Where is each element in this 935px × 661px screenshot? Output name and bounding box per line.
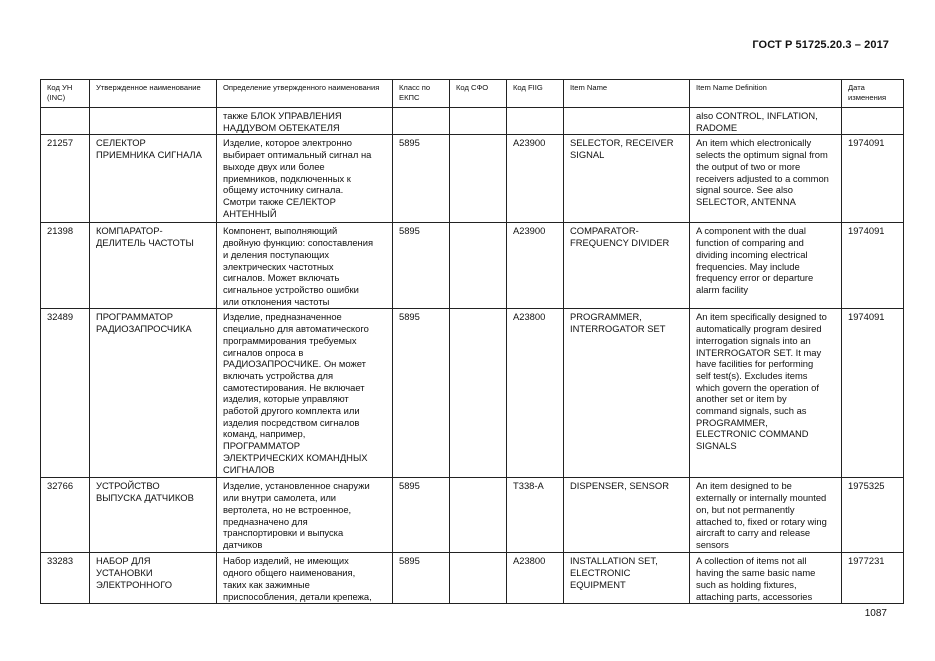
cell-definition: Изделие, которое электронно выбирает оптимальный сигнал на выходе двух или более приемников, подключенных к общему источнику сигнала. Смотри также СЕЛЕКТОР АНТЕННЫЙ xyxy=(217,135,393,223)
cell-inc: 32766 xyxy=(41,478,90,553)
cell-fiig: A23800 xyxy=(507,553,564,604)
col-header-definition: Определение утвержденного наименования xyxy=(217,80,393,108)
col-header-sfo: Код СФО xyxy=(450,80,507,108)
cell-item-definition: A collection of items not all having the same basic name such as holding fixtures, attaching parts, accessories xyxy=(690,553,842,604)
table-header-row xyxy=(41,80,904,108)
cell-name: ПРОГРАММАТОР РАДИОЗАПРОСЧИКА xyxy=(90,309,217,478)
col-header-inc: Код УН (INC) xyxy=(41,80,90,108)
cell-item-name: COMPARATOR- FREQUENCY DIVIDER xyxy=(564,223,690,309)
cell-item-definition: A component with the dual function of comparing and dividing incoming electrical frequencies. May include frequency error or departure alarm facility xyxy=(690,223,842,309)
col-header-date: Дата изменения xyxy=(842,80,904,108)
cell-definition: Компонент, выполняющий двойную функцию: сопоставления и деления поступающих электрических частотных сигналов. Может включать сигнальное устройство ошибки или отклонения частоты xyxy=(217,223,393,309)
cell-item-name: PROGRAMMER, INTERROGATOR SET xyxy=(564,309,690,478)
cell-sfo xyxy=(450,553,507,604)
cell-item-definition: An item specifically designed to automatically program desired interrogation signals into an INTERROGATOR SET. It may have facilities for performing self test(s). Excludes items which govern the operation of another set or item by command signals, such as PROGRAMMER, ELECTRONIC COMMAND SIGNALS xyxy=(690,309,842,478)
cell-item-definition: also CONTROL, INFLATION, RADOME xyxy=(690,108,842,135)
cell-definition: Изделие, установленное снаружи или внутри самолета, или вертолета, но не встроенное, предназначено для транспортировки и выпуска датчиков xyxy=(217,478,393,553)
cell-inc: 33283 xyxy=(41,553,90,604)
table-row xyxy=(41,108,904,135)
cell-sfo xyxy=(450,478,507,553)
cell-item-name: DISPENSER, SENSOR xyxy=(564,478,690,553)
cell-sfo xyxy=(450,223,507,309)
document-standard-header: ГОСТ Р 51725.20.3 – 2017 xyxy=(752,39,889,51)
cell-date: 1977231 xyxy=(842,553,904,604)
cell-date: 1975325 xyxy=(842,478,904,553)
cell-fiig xyxy=(507,108,564,135)
table-row xyxy=(41,223,904,309)
cell-definition: Изделие, предназначенное специально для автоматического программирования требуемых сигналов опроса в РАДИОЗАПРОСЧИКЕ. Он может включать устройства для самотестирования. Не включает изделия, которые управляют работой другого комплекта или изделия посредством сигналов команд, например, ПРОГРАММАТОР ЭЛЕКТРИЧЕСКИХ КОМАНДНЫХ СИГНАЛОВ xyxy=(217,309,393,478)
cell-definition: также БЛОК УПРАВЛЕНИЯ НАДДУВОМ ОБТЕКАТЕЛЯ xyxy=(217,108,393,135)
cell-item-name xyxy=(564,108,690,135)
cell-definition: Набор изделий, не имеющих одного общего наименования, таких как зажимные приспособления, детали крепежа, xyxy=(217,553,393,604)
page-number: 1087 xyxy=(864,608,887,619)
cell-name: НАБОР ДЛЯ УСТАНОВКИ ЭЛЕКТРОННОГО xyxy=(90,553,217,604)
cell-fiig: A23900 xyxy=(507,135,564,223)
table-row xyxy=(41,135,904,223)
cell-class: 5895 xyxy=(393,223,450,309)
col-header-name: Утвержденное наименование xyxy=(90,80,217,108)
cell-class xyxy=(393,108,450,135)
cell-item-name: INSTALLATION SET, ELECTRONIC EQUIPMENT xyxy=(564,553,690,604)
cell-name: СЕЛЕКТОР ПРИЕМНИКА СИГНАЛА xyxy=(90,135,217,223)
col-header-fiig: Код FIIG xyxy=(507,80,564,108)
table-row xyxy=(41,478,904,553)
table-row xyxy=(41,309,904,478)
cell-item-definition: An item which electronically selects the optimum signal from the output of two or more receivers adjusted to a common signal source. See also SELECTOR, ANTENNA xyxy=(690,135,842,223)
cell-date: 1974091 xyxy=(842,135,904,223)
cell-sfo xyxy=(450,135,507,223)
cell-fiig: T338-A xyxy=(507,478,564,553)
cell-name: КОМПАРАТОР- ДЕЛИТЕЛЬ ЧАСТОТЫ xyxy=(90,223,217,309)
cell-inc: 32489 xyxy=(41,309,90,478)
cell-fiig: A23900 xyxy=(507,223,564,309)
cell-class: 5895 xyxy=(393,135,450,223)
cell-inc: 21257 xyxy=(41,135,90,223)
cell-sfo xyxy=(450,108,507,135)
col-header-class: Класс по ЕКПС xyxy=(393,80,450,108)
catalog-table xyxy=(40,79,904,604)
cell-inc: 21398 xyxy=(41,223,90,309)
cell-inc xyxy=(41,108,90,135)
cell-fiig: A23800 xyxy=(507,309,564,478)
cell-date: 1974091 xyxy=(842,309,904,478)
cell-name xyxy=(90,108,217,135)
table-row xyxy=(41,553,904,604)
cell-date xyxy=(842,108,904,135)
cell-class: 5895 xyxy=(393,309,450,478)
cell-sfo xyxy=(450,309,507,478)
cell-name: УСТРОЙСТВО ВЫПУСКА ДАТЧИКОВ xyxy=(90,478,217,553)
cell-class: 5895 xyxy=(393,478,450,553)
cell-class: 5895 xyxy=(393,553,450,604)
col-header-item-definition: Item Name Definition xyxy=(690,80,842,108)
cell-date: 1974091 xyxy=(842,223,904,309)
col-header-item-name: Item Name xyxy=(564,80,690,108)
cell-item-definition: An item designed to be externally or internally mounted on, but not permanently attached to, fixed or rotary wing aircraft to carry and release sensors xyxy=(690,478,842,553)
cell-item-name: SELECTOR, RECEIVER SIGNAL xyxy=(564,135,690,223)
